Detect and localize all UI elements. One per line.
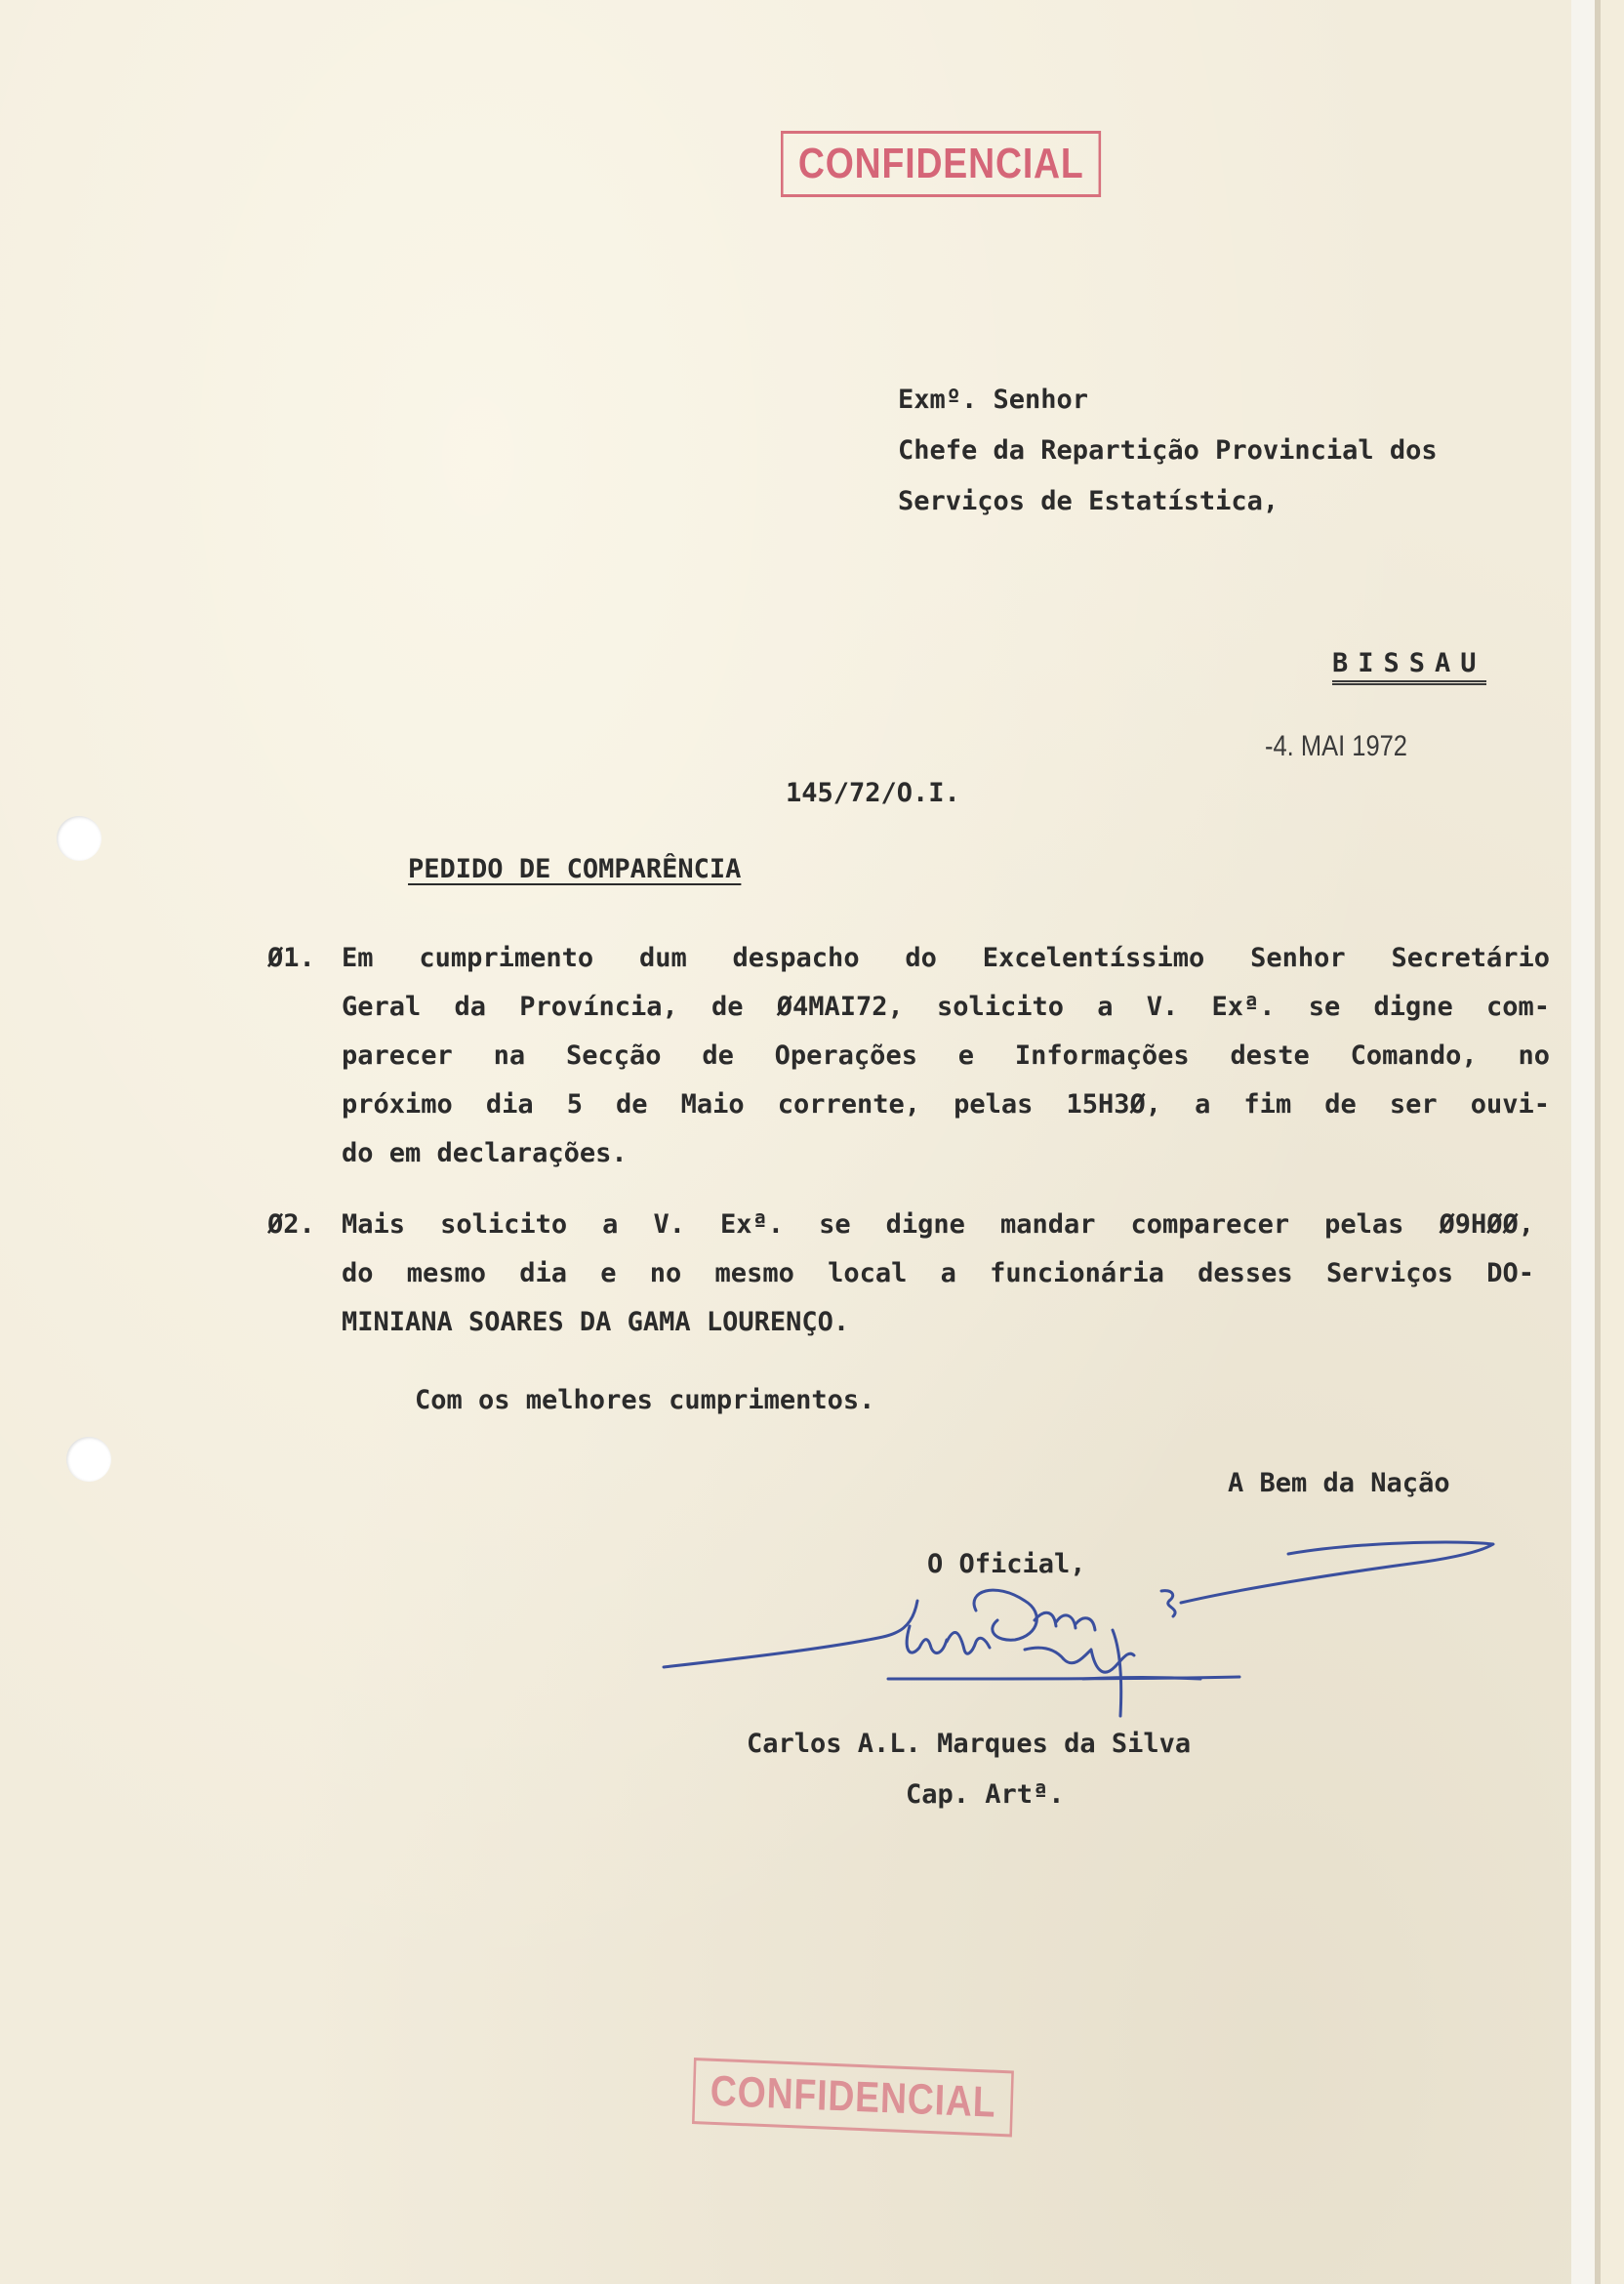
paragraph-2 xyxy=(267,1201,1534,1347)
signatory-rank: Cap. Artª. xyxy=(906,1779,1065,1810)
paragraph-2-line: MINIANA SOARES DA GAMA LOURENÇO. xyxy=(342,1307,850,1337)
signatory-role: O Oficial, xyxy=(927,1549,1086,1579)
paragraph-2-line: do mesmo dia e no mesmo local a funcionária desses Serviços DO- xyxy=(342,1258,1534,1288)
handwritten-signature xyxy=(654,1532,1513,1747)
recipient-line-3: Serviços de Estatística, xyxy=(898,486,1279,516)
paragraph-1-line: parecer na Secção de Operações e Informações deste Comando, no xyxy=(342,1040,1550,1071)
recipient-city-wrap xyxy=(1269,605,1486,722)
punch-hole-lower xyxy=(66,1437,111,1482)
reference-number: 145/72/O.I. xyxy=(786,778,960,808)
closing-line: Com os melhores cumprimentos. xyxy=(415,1385,875,1415)
confidential-stamp-top: CONFIDENCIAL xyxy=(781,131,1101,197)
confidential-stamp-bottom: CONFIDENCIAL xyxy=(692,2058,1014,2137)
paragraph-1-line: próximo dia 5 de Maio corrente, pelas 15H3Ø, a fim de ser ouvi- xyxy=(342,1089,1550,1120)
paragraph-1-line: do em declarações. xyxy=(342,1138,628,1168)
paragraph-1-line: Em cumprimento dum despacho do Excelentíssimo Senhor Secretário xyxy=(342,943,1550,973)
recipient-line-1: Exmº. Senhor xyxy=(898,385,1089,415)
page-edge xyxy=(1571,0,1595,2284)
signatory-name: Carlos A.L. Marques da Silva xyxy=(747,1729,1192,1759)
paragraph-1-number: Ø1. xyxy=(267,943,315,973)
subject-wrap xyxy=(345,796,741,943)
paragraph-2-number: Ø2. xyxy=(267,1209,315,1240)
paragraph-1-line: Geral da Província, de Ø4MAI72, solicito a V. Exª. se digne com- xyxy=(342,992,1550,1022)
recipient-line-2: Chefe da Repartição Provincial dos xyxy=(898,435,1438,466)
subject-heading: PEDIDO DE COMPARÊNCIA xyxy=(408,854,742,884)
paragraph-1 xyxy=(267,934,1550,1178)
recipient-city: BISSAU xyxy=(1332,648,1486,685)
punch-hole-upper xyxy=(57,816,102,861)
salutation: A Bem da Nação xyxy=(1228,1468,1450,1498)
date-stamp: -4. MAI 1972 xyxy=(1265,730,1408,762)
paragraph-2-line: Mais solicito a V. Exª. se digne mandar comparecer pelas Ø9HØØ, xyxy=(342,1209,1534,1240)
